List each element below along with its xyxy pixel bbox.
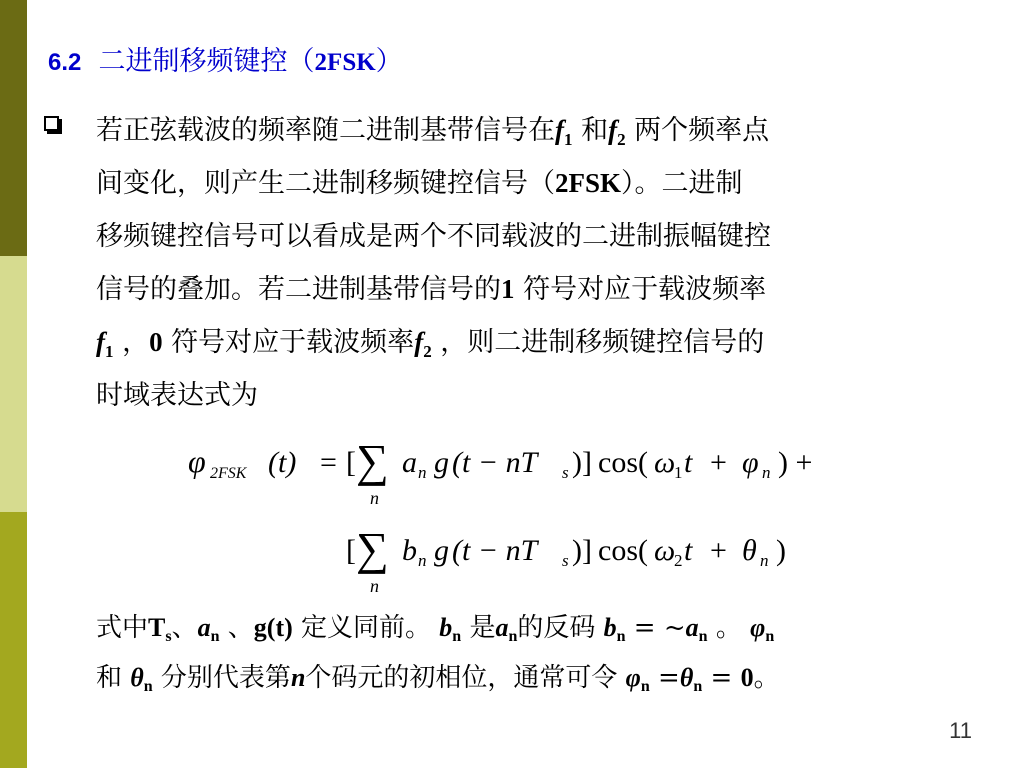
svg-text:ω: ω xyxy=(654,446,676,479)
para-line-2: 间变化，则产生二进制移频键控信号（2FSK）。二进制 xyxy=(96,168,743,199)
slide-title xyxy=(48,40,403,85)
svg-text:+: + xyxy=(710,534,727,567)
svg-text:2FSK: 2FSK xyxy=(210,465,247,482)
svg-text:g: g xyxy=(434,534,449,567)
svg-text:=: = xyxy=(320,446,337,479)
sidebar-segment-dark xyxy=(0,0,27,256)
svg-text:cos(: cos( xyxy=(598,534,648,567)
checkbox-square-icon xyxy=(44,116,66,138)
svg-text:∑: ∑ xyxy=(356,523,389,574)
svg-text:n: n xyxy=(418,463,427,482)
formula-line-1 xyxy=(188,435,812,508)
svg-text:(t − nT: (t − nT xyxy=(452,446,538,479)
svg-text:)]: )] xyxy=(572,534,592,567)
svg-text:(t − nT: (t − nT xyxy=(452,534,538,567)
svg-text:s: s xyxy=(562,463,569,482)
sidebar-segment-light xyxy=(0,256,27,512)
svg-text:+: + xyxy=(710,446,727,479)
explanation-line-1: 式中$T_s$、$a_n$ 、g(t) 定义同前。 $b_n$ 是$a_n$的反码 $b_n$ = $\sim a_n$ 。 $\varphi_n$ xyxy=(96,613,775,645)
svg-text:t: t xyxy=(684,534,693,567)
svg-text:n: n xyxy=(762,463,771,482)
svg-text:ω: ω xyxy=(654,534,676,567)
fsk-formula xyxy=(180,420,880,600)
svg-text:n: n xyxy=(418,551,427,570)
para-line-4: 信号的叠加。若二进制基带信号的1 符号对应于载波频率 xyxy=(96,274,767,305)
para-line-6: 时域表达式为 xyxy=(96,380,258,411)
svg-text:g: g xyxy=(434,446,449,479)
body-paragraph xyxy=(96,104,976,422)
svg-text:[: [ xyxy=(346,446,356,479)
page-number: 11 xyxy=(949,718,972,743)
para-line-1: 若正弦载波的频率随二进制基带信号在$f_1$ 和$f_2$ 两个频率点 xyxy=(96,115,770,149)
para-line-5: $f_1$ ，0 符号对应于载波频率$f_2$ ，则二进制移频键控信号的 xyxy=(96,327,765,361)
title-close: ） xyxy=(375,46,403,77)
svg-text:(t): (t) xyxy=(268,446,297,479)
svg-text:2: 2 xyxy=(674,551,683,570)
explanation-paragraph xyxy=(96,603,976,703)
section-number: 6.2 xyxy=(48,49,82,76)
svg-text:) +: ) + xyxy=(778,446,813,479)
svg-text:n: n xyxy=(370,576,379,596)
svg-text:t: t xyxy=(684,446,693,479)
svg-text:cos(: cos( xyxy=(598,446,648,479)
svg-text:a: a xyxy=(402,446,417,479)
sidebar-segment-mid xyxy=(0,512,27,768)
svg-text:s: s xyxy=(562,551,569,570)
title-text: 二进制移频键控（ xyxy=(98,46,315,77)
svg-text:n: n xyxy=(760,551,769,570)
para-line-3: 移频键控信号可以看成是两个不同载波的二进制振幅键控 xyxy=(96,221,771,252)
explanation-line-2: 和 $\theta_n$ 分别代表第n个码元的初相位，通常可令 $\varphi_n =\theta_n = 0$。 xyxy=(96,663,780,695)
title-abbr: 2FSK xyxy=(314,49,376,76)
svg-text:[: [ xyxy=(346,534,356,567)
svg-text:φ: φ xyxy=(742,446,759,479)
sidebar-decoration xyxy=(0,0,27,768)
svg-text:φ: φ xyxy=(188,443,206,479)
svg-text:∑: ∑ xyxy=(356,435,389,486)
svg-text:b: b xyxy=(402,534,417,567)
svg-text:1: 1 xyxy=(674,463,683,482)
svg-text:n: n xyxy=(370,488,379,508)
svg-text:): ) xyxy=(776,534,786,567)
svg-text:θ: θ xyxy=(742,534,757,567)
svg-text:)]: )] xyxy=(572,446,592,479)
formula-line-2 xyxy=(346,523,786,596)
